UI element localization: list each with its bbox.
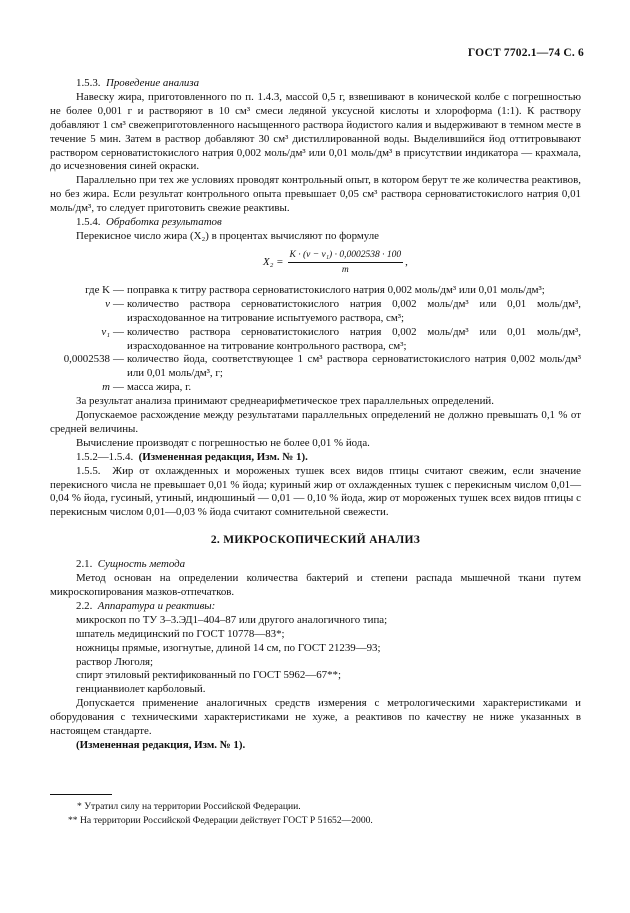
paragraph: Метод основан на определении количества бактерий и степени распада мышечной ткани путем микроскопирования мазков-отпечатков. — [50, 572, 581, 598]
definition-symbol: v — [105, 297, 110, 310]
clause-1-5-5: 1.5.5. Жир от охлажденных и мороженых тушек всех видов птицы считают свежим, если значение перекисного числа не превышает 0,01 % йода; куриный жир от охлажденных тушек с перекисным числом 0,01—0,04 % йода, гусиный, утиный, индюшиный — 0,01 — 0,10 % йода, жир от мороженых тушек всех видов птицы с перекисным числом 0,01—0,03 % йода считают сомнительной свежести. — [50, 464, 581, 519]
amendment-note: 1.5.2—1.5.4. (Измененная редакция, Изм. № 1). — [76, 450, 308, 463]
formula-numerator: K · (v − v₁) · 0,0002538 · 100 — [288, 249, 404, 263]
equipment-list — [50, 614, 581, 697]
clause-title: Проведение анализа — [105, 77, 200, 89]
definition-symbol: m — [102, 381, 110, 394]
clause-title: Аппаратура и реактивы: — [97, 599, 216, 612]
section-heading: 2. МИКРОСКОПИЧЕСКИЙ АНАЛИЗ — [210, 534, 421, 547]
definition-text: масса жира, г. — [127, 381, 192, 394]
list-item: ножницы прямые, изогнутые, длиной 14 см, по ГОСТ 21239—93; — [76, 641, 381, 654]
definition-row: m — масса жира, г. — [50, 381, 581, 395]
footnote: ** На территории Российской Федерации действует ГОСТ Р 51652—2000. — [68, 815, 373, 826]
clause-title: Сущность метода — [97, 558, 186, 571]
definition-symbol: v₁ — [101, 325, 110, 338]
paragraph: Навеску жира, приготовленного по п. 1.4.3, массой 0,5 г, взвешивают в конической колбе с погрешностью не более 0,001 г и растворяют в 10 см³ смеси ледяной уксусной кислоты и хлороформа (1:1). К раствору добавляют 1 см³ свежеприготовленного насыщенного раствора йодистого калия и выдерживают в темном месте в течение 5 мин. Затем в раствор добавляют 30 см³ дистиллированной воды. Выделившийся йод оттитровывают раствором серноватистокислого натрия 0,002 моль/дм³ или 0,01 моль/дм³ в присутствии индикатора — крахмала, до исчезновения синей окраски. — [50, 90, 581, 173]
clause-2-2-heading: 2.2. Аппаратура и реактивы: — [76, 599, 216, 612]
document-body — [50, 77, 581, 753]
list-item: раствор Люголя; — [76, 655, 154, 668]
formula-end: , — [405, 255, 408, 268]
page-header: ГОСТ 7702.1—74 С. 6 — [467, 47, 584, 59]
paragraph: Перекисное число жира (X₂) в процентах вычисляют по формуле — [76, 229, 380, 242]
list-item: спирт этиловый ректификованный по ГОСТ 5962—67**; — [76, 669, 342, 682]
formula-fraction — [288, 249, 404, 276]
definition-symbol: где K — [85, 283, 110, 296]
definition-text: количество раствора серноватистокислого натрия 0,002 моль/дм³ или 0,01 моль/дм³, израсходованное на титрование контрольного раствора, см³; — [127, 325, 581, 352]
paragraph: Допускаемое расхождение между результатами параллельных определений не должно превышать 0,1 % от средней величины. — [50, 409, 581, 435]
definition-text: количество раствора серноватистокислого натрия 0,002 моль/дм³ или 0,01 моль/дм³, израсходованное на титрование испытуемого раствора, см³; — [127, 297, 581, 324]
definition-symbol: 0,0002538 — [63, 353, 110, 366]
definition-text: количество йода, соответствующее 1 см³ раствора серноватистокислого натрия 0,002 моль/дм³ или 0,01 моль/дм³, г; — [127, 353, 581, 380]
amendment-note: (Измененная редакция, Изм. № 1). — [76, 738, 246, 751]
definition-row: где K — поправка к титру раствора серноватистокислого натрия 0,002 моль/дм³ или 0,01 моль/дм³; — [50, 284, 581, 298]
clause-1-5-4-heading: 1.5.4. Обработка результатов — [76, 216, 222, 229]
definition-row: 0,0002538 — количество йода, соответствующее 1 см³ раствора серноватистокислого натрия 0,002 моль/дм³ или 0,01 моль/дм³, г; — [50, 353, 581, 381]
definition-row: v₁ — количество раствора серноватистокислого натрия 0,002 моль/дм³ или 0,01 моль/дм³, израсходованное на титрование контрольного раствора, см³; — [50, 326, 581, 354]
clause-1-5-3-heading: 1.5.3. Проведение анализа — [76, 77, 200, 89]
paragraph: Допускается применение аналогичных средств измерения с метрологическими характеристиками и оборудования с техническими характеристиками не хуже, а реактивов по качеству не ниже указанных в настоящем стандарте. — [50, 697, 581, 738]
clause-title: Обработка результатов — [105, 216, 222, 229]
list-item: генцианвиолет карболовый. — [76, 683, 206, 696]
list-item: шпатель медицинский по ГОСТ 10778—83*; — [76, 627, 285, 640]
peroxide-formula — [263, 247, 581, 279]
definition-row: v — количество раствора серноватистокислого натрия 0,002 моль/дм³ или 0,01 моль/дм³, израсходованное на титрование испытуемого раствора, см³; — [50, 298, 581, 326]
footnotes — [50, 800, 581, 828]
variable-definitions — [50, 284, 581, 395]
paragraph: За результат анализа принимают среднеарифметическое трех параллельных определений. — [76, 395, 494, 408]
footnote: * Утратил силу на территории Российской Федерации. — [77, 801, 301, 812]
paragraph: Параллельно при тех же условиях проводят контрольный опыт, в котором берут те же количества реактивов, но без жира. Если результат контрольного опыта превышает 0,05 см³ раствора серноватистокислого натрия 0,01 моль/дм³, то следует приготовить свежие реактивы. — [50, 174, 581, 215]
formula-denominator: m — [341, 265, 349, 276]
clause-2-1-heading: 2.1. Сущность метода — [76, 558, 186, 571]
paragraph: Вычисление производят с погрешностью не более 0,01 % йода. — [76, 436, 370, 449]
list-item: микроскоп по ТУ 3–3.ЭД1–404–87 или другого аналогичного типа; — [76, 613, 388, 626]
footnote-divider — [50, 794, 112, 795]
definition-text: поправка к титру раствора серноватистокислого натрия 0,002 моль/дм³ или 0,01 моль/дм³; — [127, 283, 545, 296]
formula-lhs: X₂ = — [263, 255, 284, 268]
